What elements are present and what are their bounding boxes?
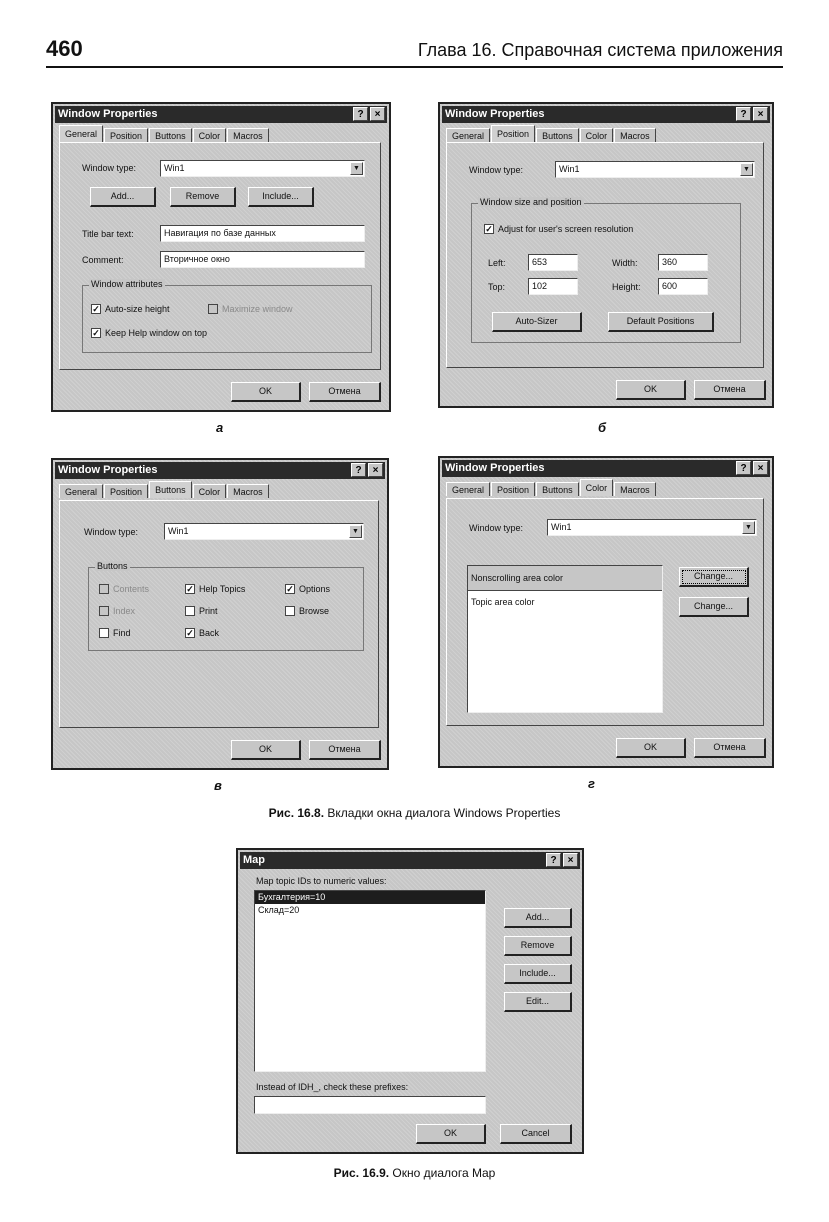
default-positions-button[interactable]: Default Positions xyxy=(608,312,714,332)
empty-checkbox-icon xyxy=(99,606,109,616)
window-type-label: Window type: xyxy=(469,165,524,175)
sublabel-c: в xyxy=(214,778,222,793)
width-input[interactable]: 360 xyxy=(658,254,708,271)
edit-button[interactable]: Edit... xyxy=(504,992,572,1012)
help-button[interactable]: ? xyxy=(546,853,561,867)
cancel-button[interactable]: Отмена xyxy=(309,740,381,760)
tab-buttons[interactable]: Buttons xyxy=(536,482,579,496)
empty-checkbox-icon xyxy=(208,304,218,314)
comment-label: Comment: xyxy=(82,255,124,265)
running-head: Глава 16. Справочная система приложения xyxy=(417,40,783,60)
dialog-title: Window Properties xyxy=(58,464,158,476)
left-input[interactable]: 653 xyxy=(528,254,578,271)
map-dialog xyxy=(236,848,584,1154)
contents-label: Contents xyxy=(113,584,150,594)
chevron-down-icon[interactable]: ▼ xyxy=(742,521,755,534)
window-properties-position-dialog xyxy=(438,102,774,408)
help-button[interactable]: ? xyxy=(351,463,366,477)
print-checkbox[interactable] xyxy=(185,606,218,616)
tab-panel xyxy=(59,500,379,728)
options-label: Options xyxy=(299,584,331,594)
title-bar xyxy=(442,460,770,477)
contents-checkbox[interactable] xyxy=(99,584,149,594)
tab-macros[interactable]: Macros xyxy=(227,128,269,142)
ok-button[interactable]: OK xyxy=(416,1124,486,1144)
nonscrolling-area[interactable] xyxy=(468,566,662,591)
caption-prefix: Рис. 16.8. xyxy=(268,806,325,820)
browse-label: Browse xyxy=(299,606,330,616)
checkmark-icon: ✓ xyxy=(186,628,194,638)
ok-button[interactable]: OK xyxy=(231,382,301,402)
maximize-checkbox[interactable] xyxy=(208,304,293,314)
tab-position[interactable]: Position xyxy=(104,128,148,142)
empty-checkbox-icon xyxy=(99,584,109,594)
empty-checkbox-icon xyxy=(285,606,295,616)
title-bar-text-input[interactable]: Навигация по базе данных xyxy=(160,225,365,242)
figure-caption-16-9 xyxy=(0,1166,829,1180)
help-topics-checkbox[interactable] xyxy=(185,584,245,594)
prefix-label: Instead of IDH_, check these prefixes: xyxy=(256,1082,409,1092)
checkmark-icon: ✓ xyxy=(485,224,493,234)
tab-strip xyxy=(59,484,270,498)
window-type-combo[interactable] xyxy=(547,519,757,536)
top-label: Top: xyxy=(488,282,506,292)
tab-buttons[interactable]: Buttons xyxy=(149,128,192,142)
cancel-button[interactable]: Cancel xyxy=(500,1124,572,1144)
help-button[interactable]: ? xyxy=(736,107,751,121)
window-size-group xyxy=(471,197,741,343)
window-type-value: Win1 xyxy=(559,164,580,174)
title-bar xyxy=(240,852,580,869)
empty-checkbox-icon xyxy=(99,628,109,638)
nonscrolling-label: Nonscrolling area color xyxy=(471,573,564,583)
ok-button[interactable]: OK xyxy=(616,738,686,758)
figure-caption-16-8 xyxy=(0,806,829,820)
title-bar xyxy=(55,462,385,479)
sublabel-a: а xyxy=(216,420,224,435)
header-rule xyxy=(46,66,783,68)
buttons-group xyxy=(88,561,364,651)
comment-input[interactable]: Вторичное окно xyxy=(160,251,365,268)
window-size-title: Window size and position xyxy=(480,197,582,207)
chevron-down-icon[interactable]: ▼ xyxy=(350,162,363,175)
window-type-value: Win1 xyxy=(551,522,572,532)
window-type-combo[interactable] xyxy=(160,160,365,177)
close-button[interactable]: × xyxy=(753,461,768,475)
tab-position[interactable]: Position xyxy=(491,125,535,142)
sublabel-d: г xyxy=(588,776,595,791)
auto-size-label: Auto-size height xyxy=(105,304,170,314)
tab-general[interactable]: General xyxy=(446,128,490,142)
maximize-label: Maximize window xyxy=(222,304,293,314)
empty-checkbox-icon xyxy=(185,606,195,616)
window-type-label: Window type: xyxy=(469,523,524,533)
include-button[interactable]: Include... xyxy=(248,187,314,207)
window-properties-buttons-dialog xyxy=(51,458,389,770)
map-list-label: Map topic IDs to numeric values: xyxy=(256,876,387,886)
back-label: Back xyxy=(199,628,220,638)
buttons-group-title: Buttons xyxy=(97,561,128,571)
index-checkbox[interactable] xyxy=(99,606,135,616)
title-bar-text-label: Title bar text: xyxy=(82,229,134,239)
caption-prefix: Рис. 16.9. xyxy=(333,1166,390,1180)
tab-buttons[interactable]: Buttons xyxy=(536,128,579,142)
window-properties-color-dialog xyxy=(438,456,774,768)
include-button[interactable]: Include... xyxy=(504,964,572,984)
tab-general[interactable]: General xyxy=(446,482,490,496)
close-button[interactable]: × xyxy=(563,853,578,867)
window-attributes-title: Window attributes xyxy=(91,279,163,289)
title-bar xyxy=(55,106,387,123)
window-type-value: Win1 xyxy=(168,526,189,536)
ok-button[interactable]: OK xyxy=(231,740,301,760)
remove-button[interactable]: Remove xyxy=(504,936,572,956)
adjust-resolution-label: Adjust for user's screen resolution xyxy=(498,224,634,234)
width-label: Width: xyxy=(612,258,638,268)
sublabel-b: б xyxy=(598,420,607,435)
auto-sizer-button[interactable]: Auto-Sizer xyxy=(492,312,582,332)
tab-panel xyxy=(446,498,764,726)
browse-checkbox[interactable] xyxy=(285,606,329,616)
help-button[interactable]: ? xyxy=(353,107,368,121)
cancel-button[interactable]: Отмена xyxy=(694,738,766,758)
tab-macros[interactable]: Macros xyxy=(227,484,269,498)
cancel-button[interactable]: Отмена xyxy=(309,382,381,402)
ok-button[interactable]: OK xyxy=(616,380,686,400)
tab-panel xyxy=(59,142,381,370)
tab-strip xyxy=(446,128,657,142)
chevron-down-icon[interactable]: ▼ xyxy=(349,525,362,538)
title-bar xyxy=(442,106,770,123)
checkmark-icon: ✓ xyxy=(286,584,294,594)
tab-general[interactable]: General xyxy=(59,484,103,498)
window-type-label: Window type: xyxy=(84,527,139,537)
change-nonscrolling-button[interactable]: Change... xyxy=(679,567,749,587)
list-item[interactable]: Бухгалтерия=10 xyxy=(255,891,485,904)
window-type-label: Window type: xyxy=(82,163,137,173)
window-type-combo[interactable] xyxy=(164,523,364,540)
cancel-button[interactable]: Отмена xyxy=(694,380,766,400)
checkmark-icon: ✓ xyxy=(186,584,194,594)
keep-on-top-label: Keep Help window on top xyxy=(105,328,208,338)
index-label: Index xyxy=(113,606,136,616)
checkmark-icon: ✓ xyxy=(92,304,100,314)
tab-position[interactable]: Position xyxy=(104,484,148,498)
tab-general[interactable]: General xyxy=(59,125,103,142)
dialog-title: Window Properties xyxy=(58,108,158,120)
options-checkbox[interactable] xyxy=(285,584,330,594)
color-preview-area xyxy=(467,565,663,713)
add-button[interactable]: Add... xyxy=(90,187,156,207)
back-checkbox[interactable] xyxy=(185,628,219,638)
tab-strip xyxy=(59,128,270,142)
tab-color[interactable]: Color xyxy=(580,479,614,496)
caption-text: Окно диалога Map xyxy=(389,1166,496,1180)
tab-buttons[interactable]: Buttons xyxy=(149,481,192,498)
caption-text: Вкладки окна диалога Windows Properties xyxy=(324,806,561,820)
top-input[interactable]: 102 xyxy=(528,278,578,295)
dialog-title: Window Properties xyxy=(445,108,545,120)
page-number: 460 xyxy=(46,36,83,61)
height-label: Height: xyxy=(612,282,641,292)
tab-macros[interactable]: Macros xyxy=(614,482,656,496)
help-button[interactable]: ? xyxy=(736,461,751,475)
dialog-title: Map xyxy=(243,854,265,866)
height-input[interactable]: 600 xyxy=(658,278,708,295)
tab-panel xyxy=(446,142,764,368)
checkmark-icon: ✓ xyxy=(92,328,100,338)
help-topics-label: Help Topics xyxy=(199,584,246,594)
add-button[interactable]: Add... xyxy=(504,908,572,928)
tab-color[interactable]: Color xyxy=(193,128,227,142)
map-list[interactable] xyxy=(254,890,486,1072)
topic-area[interactable] xyxy=(468,591,662,613)
change-topic-button[interactable]: Change... xyxy=(679,597,749,617)
print-label: Print xyxy=(199,606,218,616)
left-label: Left: xyxy=(488,258,506,268)
adjust-resolution-checkbox[interactable] xyxy=(484,224,633,234)
auto-size-checkbox[interactable] xyxy=(91,304,170,314)
tab-color[interactable]: Color xyxy=(193,484,227,498)
window-type-value: Win1 xyxy=(164,163,185,173)
tab-color[interactable]: Color xyxy=(580,128,614,142)
find-label: Find xyxy=(113,628,131,638)
keep-on-top-checkbox[interactable] xyxy=(91,328,207,338)
remove-button[interactable]: Remove xyxy=(170,187,236,207)
window-properties-general-dialog xyxy=(51,102,391,412)
tab-macros[interactable]: Macros xyxy=(614,128,656,142)
close-button[interactable]: × xyxy=(370,107,385,121)
dialog-title: Window Properties xyxy=(445,462,545,474)
prefix-input[interactable] xyxy=(254,1096,486,1114)
list-item[interactable]: Склад=20 xyxy=(258,905,300,915)
chevron-down-icon[interactable]: ▼ xyxy=(740,163,753,176)
tab-strip xyxy=(446,482,657,496)
window-attributes-group xyxy=(82,279,372,353)
close-button[interactable]: × xyxy=(753,107,768,121)
close-button[interactable]: × xyxy=(368,463,383,477)
window-type-combo[interactable] xyxy=(555,161,755,178)
topic-area-label: Topic area color xyxy=(471,597,535,607)
tab-position[interactable]: Position xyxy=(491,482,535,496)
find-checkbox[interactable] xyxy=(99,628,131,638)
